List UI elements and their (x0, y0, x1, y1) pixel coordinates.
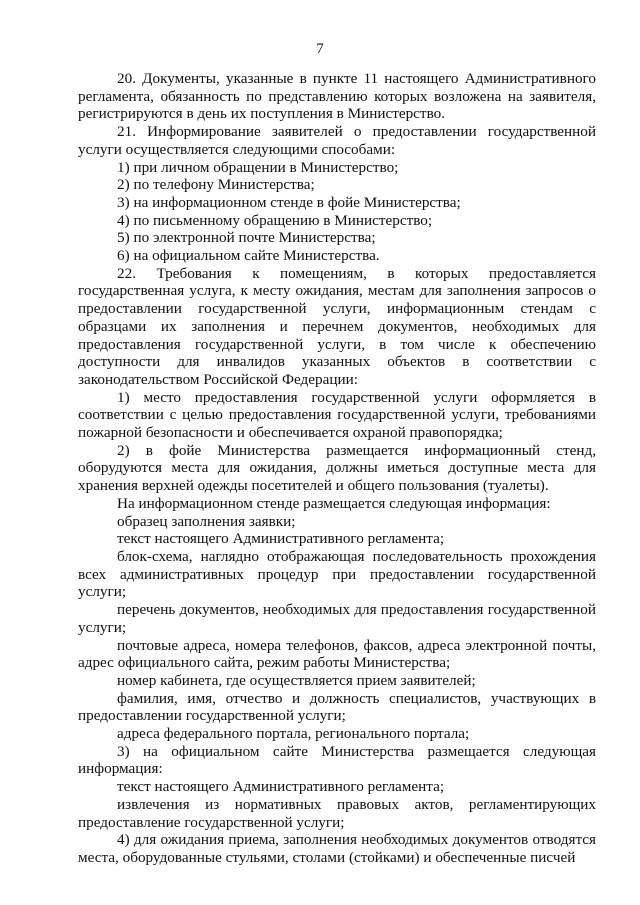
list-item: текст настоящего Административного регламента; (117, 778, 445, 796)
list-item: 2) по телефону Министерства; (117, 176, 315, 194)
list-item: фамилия, имя, отчество и должность специалистов, участвующих в предоставлении государственной услуги; (78, 689, 596, 725)
list-item: извлечения из нормативных правовых актов, регламентирующих предоставление государственной услуги; (78, 795, 596, 831)
paragraph: 20. Документы, указанные в пункте 11 настоящего Административного регламента, обязанность по представлению которых возложена на заявителя, регистрируются в день их поступления в Министерство. (78, 70, 596, 123)
list-item: почтовые адреса, номера телефонов, факсов, адреса электронной почты, адрес официального сайта, режим работы Министерства; (78, 636, 596, 672)
list-item: образец заполнения заявки; (117, 512, 296, 530)
paragraph: 22. Требования к помещениям, в которых предоставляется государственная услуга, к месту ожидания, местам для заполнения запросов о предоставлении государственной услуги, информационным стендам с образцами их заполнения и перечнем документов, необходимых для предоставления государственной услуги, в том числе к обеспечению доступности для инвалидов указанных объектов в соответствии с законодательством Российской Федерации: (78, 264, 596, 388)
document-body (78, 70, 596, 867)
paragraph: 3) на официальном сайте Министерства размещается следующая информация: (78, 742, 596, 778)
list-item: 4) по письменному обращению в Министерство; (117, 211, 433, 229)
list-item: номер кабинета, где осуществляется прием заявителей; (117, 671, 476, 689)
paragraph: 1) место предоставления государственной услуги оформляется в соответствии с целью предоставления государственной услуги, требованиями пожарной безопасности и обеспечивается охраной правопорядка; (78, 388, 596, 442)
paragraph: 21. Информирование заявителей о предоставлении государственной услуги осуществляется следующими способами: (78, 123, 596, 158)
list-item: 3) на информационном стенде в фойе Министерства; (117, 193, 461, 211)
paragraph: 2) в фойе Министерства размещается информационный стенд, оборудуются места для ожидания, должны иметься доступные места для хранения верхней одежды посетителей и общего пользования (туалеты). (78, 441, 596, 495)
paragraph: На информационном стенде размещается следующая информация: (117, 494, 551, 512)
list-item: 5) по электронной почте Министерства; (117, 229, 376, 247)
list-item: текст настоящего Административного регламента; (117, 530, 445, 548)
list-item: адреса федерального портала, регионального портала; (117, 725, 470, 743)
list-item: 1) при личном обращении в Министерство; (117, 158, 399, 176)
list-item: блок-схема, наглядно отображающая последовательность прохождения всех административных процедур при предоставлении государственной услуги; (78, 547, 596, 601)
list-item: 6) на официальном сайте Министерства. (117, 247, 380, 265)
paragraph: 4) для ожидания приема, заполнения необходимых документов отводятся места, оборудованные стульями, столами (стойками) и обеспеченные писчей (78, 831, 596, 866)
page-number: 7 (316, 41, 324, 57)
list-item: перечень документов, необходимых для предоставления государственной услуги; (78, 601, 596, 636)
